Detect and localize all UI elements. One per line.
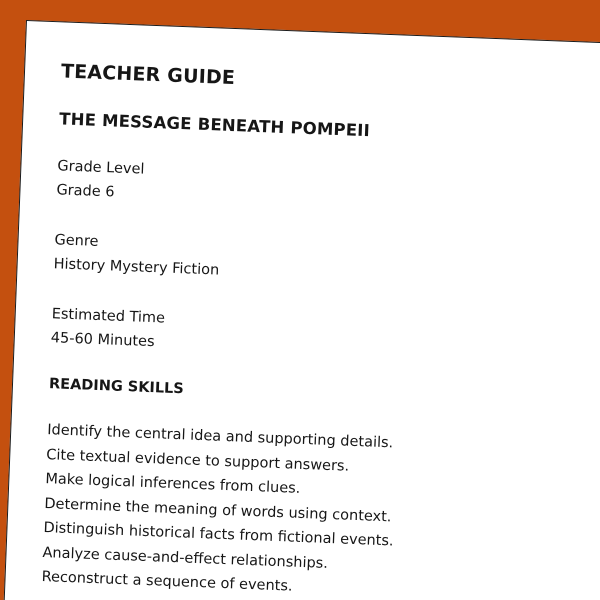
reading-skills-heading: READING SKILLS: [48, 376, 185, 398]
genre-field: [53, 228, 600, 298]
reading-skill-item: Reconstruct a sequence of events.: [41, 569, 293, 595]
grade-level-field: [56, 154, 600, 224]
document-subtitle: THE MESSAGE BENEATH POMPEII: [58, 109, 371, 141]
genre-label: Genre: [54, 232, 99, 250]
document-content: [41, 60, 600, 600]
estimated-time-value: 45-60 Minutes: [50, 330, 155, 351]
reading-skills-list: [41, 418, 600, 600]
estimated-time-label: Estimated Time: [51, 306, 166, 327]
reading-skill-item: Cite textual evidence to support answers.: [46, 446, 350, 475]
grade-level-label: Grade Level: [57, 158, 145, 178]
document-title: TEACHER GUIDE: [60, 60, 236, 90]
grade-level-value: Grade 6: [56, 182, 115, 201]
reading-skill-item: Determine the meaning of words using context.: [44, 495, 392, 525]
document-page: [1, 20, 600, 600]
reading-skill-item: Distinguish historical facts from fictional events.: [43, 520, 394, 550]
reading-skill-item: Identify the central idea and supporting details.: [46, 422, 394, 452]
genre-value: History Mystery Fiction: [53, 256, 220, 279]
reading-skill-item: Make logical inferences from clues.: [45, 471, 301, 497]
reading-skill-item: Analyze cause-and-effect relationships.: [42, 544, 329, 572]
estimated-time-field: [50, 302, 600, 372]
